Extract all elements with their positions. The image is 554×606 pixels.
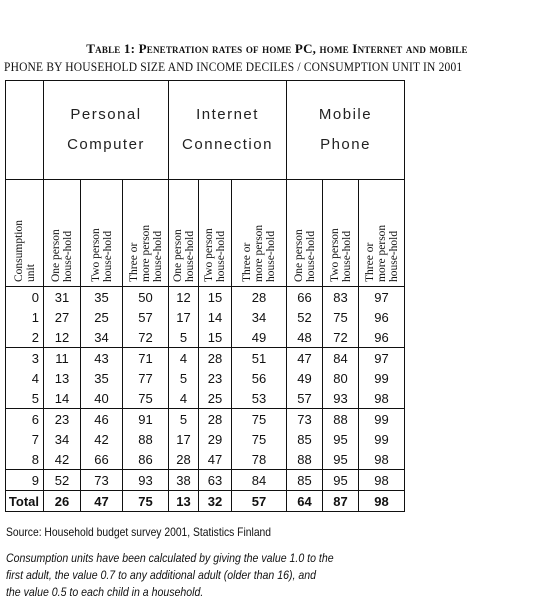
cell-net: 28 xyxy=(199,348,232,369)
cell-pc: 12 xyxy=(44,327,81,348)
cell-mob: 95 xyxy=(323,429,359,449)
cell-net: 49 xyxy=(232,327,287,348)
cell-pc: 52 xyxy=(44,470,81,491)
cell-net: 25 xyxy=(199,388,232,409)
cell-mob: 84 xyxy=(323,348,359,369)
cell-mob: 88 xyxy=(287,449,323,470)
cell-net: 34 xyxy=(232,307,287,327)
cell-mob: 99 xyxy=(359,368,405,388)
col-header-pc-one: One person house-hold xyxy=(44,180,81,287)
cell-net: 4 xyxy=(169,388,199,409)
group-header-internet: Internet Connection xyxy=(169,81,287,180)
cell-pc: 91 xyxy=(123,409,169,430)
cell-mob: 97 xyxy=(359,348,405,369)
cell-net: 51 xyxy=(232,348,287,369)
cell-pc: 93 xyxy=(123,470,169,491)
cell-mob: 99 xyxy=(359,429,405,449)
cell-mob: 83 xyxy=(323,287,359,308)
cell-mob: 95 xyxy=(323,449,359,470)
row-label: 5 xyxy=(6,388,44,409)
cell-mob: 48 xyxy=(287,327,323,348)
cell-mob: 72 xyxy=(323,327,359,348)
cell-pc: 11 xyxy=(44,348,81,369)
cell-mob: 98 xyxy=(359,470,405,491)
cell-mob: 49 xyxy=(287,368,323,388)
cell-mob: 93 xyxy=(323,388,359,409)
cell-pc: 75 xyxy=(123,491,169,512)
row-label: 7 xyxy=(6,429,44,449)
cell-mob: 97 xyxy=(359,287,405,308)
cell-pc: 42 xyxy=(81,429,123,449)
cell-mob: 96 xyxy=(359,327,405,348)
cell-mob: 98 xyxy=(359,449,405,470)
col-header-mob-one: One person house-hold xyxy=(287,180,323,287)
cell-net: 38 xyxy=(169,470,199,491)
row-label: 2 xyxy=(6,327,44,348)
row-label: 3 xyxy=(6,348,44,369)
cell-net: 5 xyxy=(169,327,199,348)
cell-net: 17 xyxy=(169,429,199,449)
row-label: 8 xyxy=(6,449,44,470)
cell-net: 12 xyxy=(169,287,199,308)
cell-pc: 34 xyxy=(44,429,81,449)
cell-pc: 34 xyxy=(81,327,123,348)
cell-mob: 87 xyxy=(323,491,359,512)
cell-net: 15 xyxy=(199,287,232,308)
cell-pc: 57 xyxy=(123,307,169,327)
cell-net: 47 xyxy=(199,449,232,470)
cell-pc: 35 xyxy=(81,368,123,388)
total-row xyxy=(6,491,405,512)
cell-pc: 72 xyxy=(123,327,169,348)
table-row xyxy=(6,409,405,430)
corner-cell xyxy=(6,81,44,180)
cell-pc: 46 xyxy=(81,409,123,430)
footnote-line: first adult, the value 0.7 to any additional adult (older than 16), and xyxy=(6,568,316,582)
cell-pc: 47 xyxy=(81,491,123,512)
table-row xyxy=(6,348,405,369)
cell-net: 5 xyxy=(169,368,199,388)
cell-net: 75 xyxy=(232,409,287,430)
table-row xyxy=(6,327,405,348)
col-header-mob-two: Two person house-hold xyxy=(323,180,359,287)
cell-mob: 80 xyxy=(323,368,359,388)
cell-pc: 77 xyxy=(123,368,169,388)
col-header-unit: Consumption unit xyxy=(6,180,44,287)
row-label: 6 xyxy=(6,409,44,430)
col-header-net-three: Three or more person house-hold xyxy=(232,180,287,287)
cell-pc: 40 xyxy=(81,388,123,409)
cell-pc: 13 xyxy=(44,368,81,388)
cell-net: 23 xyxy=(199,368,232,388)
table-subtitle: PHONE BY HOUSEHOLD SIZE AND INCOME DECILES / CONSUMPTION UNIT IN 2001 xyxy=(4,60,463,74)
table-row xyxy=(6,449,405,470)
cell-mob: 88 xyxy=(323,409,359,430)
cell-mob: 99 xyxy=(359,409,405,430)
table-row xyxy=(6,307,405,327)
table-row xyxy=(6,287,405,308)
table-row xyxy=(6,388,405,409)
col-header-net-one: One person house-hold xyxy=(169,180,199,287)
col-header-net-two: Two person house-hold xyxy=(199,180,232,287)
row-label: 4 xyxy=(6,368,44,388)
row-label: 9 xyxy=(6,470,44,491)
cell-net: 13 xyxy=(169,491,199,512)
cell-mob: 85 xyxy=(287,429,323,449)
cell-pc: 27 xyxy=(44,307,81,327)
cell-pc: 73 xyxy=(81,470,123,491)
penetration-table xyxy=(5,80,405,512)
cell-pc: 25 xyxy=(81,307,123,327)
cell-net: 15 xyxy=(199,327,232,348)
cell-net: 17 xyxy=(169,307,199,327)
cell-net: 28 xyxy=(232,287,287,308)
cell-net: 29 xyxy=(199,429,232,449)
cell-mob: 57 xyxy=(287,388,323,409)
table-row xyxy=(6,429,405,449)
col-header-pc-two: Two person house-hold xyxy=(81,180,123,287)
cell-net: 4 xyxy=(169,348,199,369)
cell-mob: 47 xyxy=(287,348,323,369)
group-header-pc: Personal Computer xyxy=(44,81,169,180)
cell-mob: 85 xyxy=(287,470,323,491)
cell-net: 28 xyxy=(169,449,199,470)
table-row xyxy=(6,368,405,388)
cell-pc: 14 xyxy=(44,388,81,409)
table-row xyxy=(6,470,405,491)
cell-mob: 98 xyxy=(359,388,405,409)
cell-net: 28 xyxy=(199,409,232,430)
cell-mob: 98 xyxy=(359,491,405,512)
cell-pc: 66 xyxy=(81,449,123,470)
cell-net: 84 xyxy=(232,470,287,491)
cell-net: 14 xyxy=(199,307,232,327)
cell-mob: 95 xyxy=(323,470,359,491)
cell-pc: 43 xyxy=(81,348,123,369)
cell-net: 57 xyxy=(232,491,287,512)
row-label: Total xyxy=(6,491,44,512)
cell-mob: 64 xyxy=(287,491,323,512)
source-note: Source: Household budget survey 2001, Statistics Finland xyxy=(6,525,272,539)
cell-pc: 50 xyxy=(123,287,169,308)
cell-pc: 71 xyxy=(123,348,169,369)
col-header-pc-three: Three or more person house-hold xyxy=(123,180,169,287)
cell-mob: 73 xyxy=(287,409,323,430)
footnote-line: Consumption units have been calculated by giving the value 1.0 to the xyxy=(6,551,334,565)
cell-pc: 88 xyxy=(123,429,169,449)
cell-net: 32 xyxy=(199,491,232,512)
cell-net: 75 xyxy=(232,429,287,449)
cell-pc: 86 xyxy=(123,449,169,470)
table-body xyxy=(6,287,405,512)
cell-pc: 23 xyxy=(44,409,81,430)
cell-pc: 26 xyxy=(44,491,81,512)
cell-mob: 52 xyxy=(287,307,323,327)
cell-mob: 96 xyxy=(359,307,405,327)
cell-mob: 66 xyxy=(287,287,323,308)
cell-net: 53 xyxy=(232,388,287,409)
cell-net: 78 xyxy=(232,449,287,470)
group-header-mobile: Mobile Phone xyxy=(287,81,405,180)
footnote-line: the value 0.5 to each child in a household. xyxy=(6,585,204,599)
cell-pc: 31 xyxy=(44,287,81,308)
cell-net: 56 xyxy=(232,368,287,388)
cell-net: 5 xyxy=(169,409,199,430)
cell-pc: 42 xyxy=(44,449,81,470)
cell-pc: 35 xyxy=(81,287,123,308)
cell-mob: 75 xyxy=(323,307,359,327)
row-label: 0 xyxy=(6,287,44,308)
row-label: 1 xyxy=(6,307,44,327)
col-header-mob-three: Three or more person house-hold xyxy=(359,180,405,287)
cell-net: 63 xyxy=(199,470,232,491)
cell-pc: 75 xyxy=(123,388,169,409)
table-title: Table 1: Penetration rates of home PC, home Internet and mobile xyxy=(86,41,468,56)
